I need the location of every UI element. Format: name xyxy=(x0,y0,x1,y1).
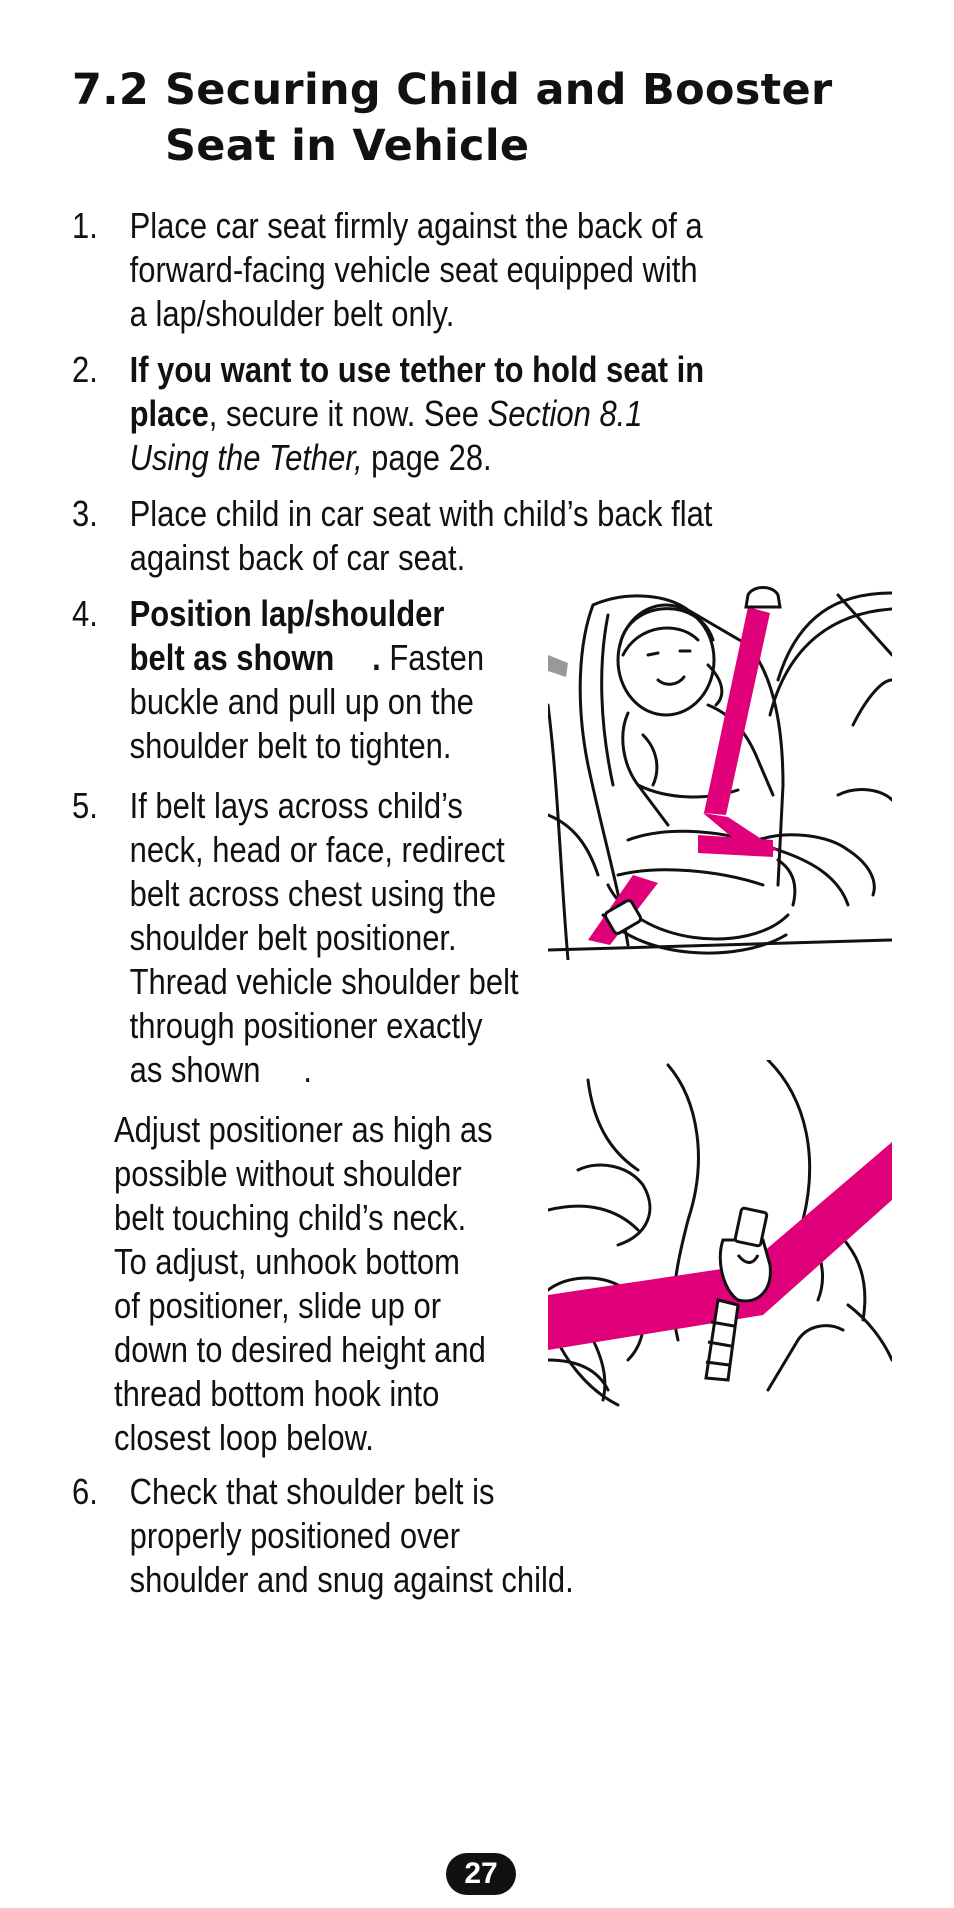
section-title-line2: Seat in Vehicle xyxy=(165,121,530,171)
page-number: 27 xyxy=(446,1853,516,1895)
section-number: 7.2 xyxy=(72,65,150,115)
positioner-adjust-paragraph: Adjust positioner as high as possible without shoulder belt touching child’s neck. To adjust, unhook bottom of positioner, slide up or down to desired height and thread bottom hook into closest loop below. xyxy=(114,1109,493,1458)
section-title xyxy=(72,62,833,174)
shoulder-belt-positioner-illustration xyxy=(548,1060,892,1410)
section-title-line1: Securing Child and Booster xyxy=(165,65,833,115)
child-in-booster-seat-illustration xyxy=(548,585,892,960)
